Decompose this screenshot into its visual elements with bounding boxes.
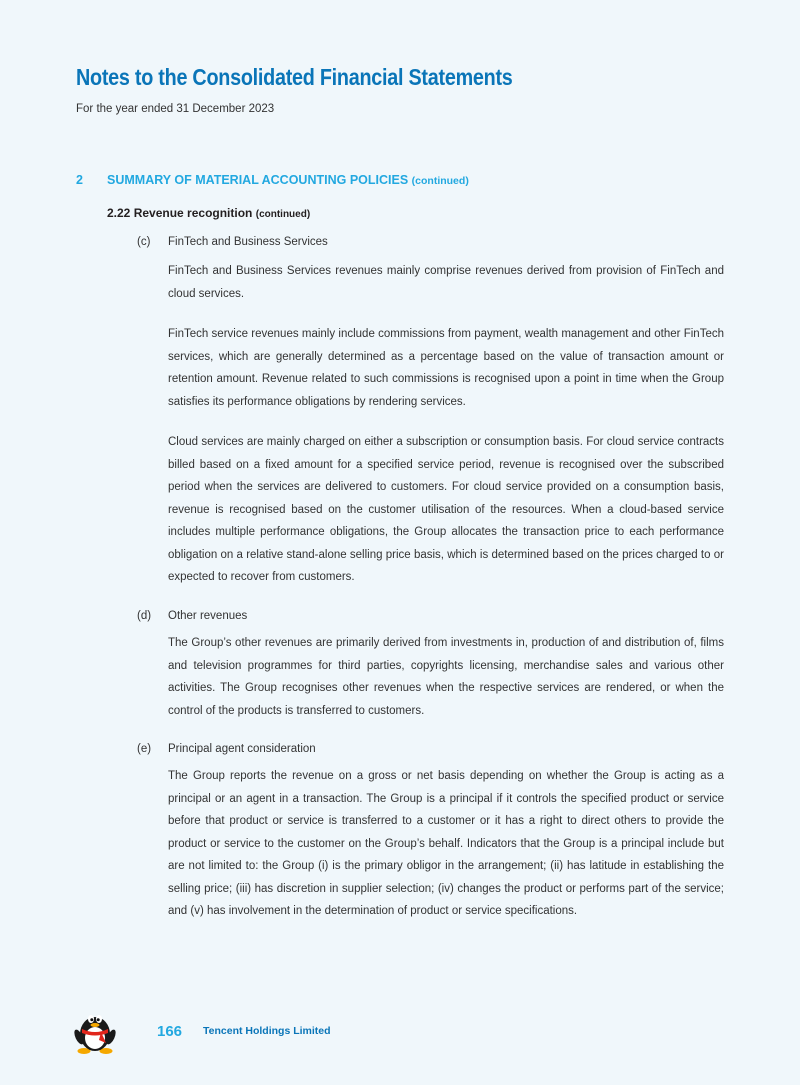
item-title-other-revenues: Other revenues <box>168 610 248 622</box>
item-label-e: (e) <box>137 743 152 755</box>
paragraph-fintech-service: FinTech service revenues mainly include commissions from payment, wealth management and other FinTech services, which are generally determined as a percentage based on the value of transaction amount or retention amount. Revenue related to such commissions is recognised upon a point in time when the Group satisfies its performance obligations by rendering services. <box>168 328 724 408</box>
qq-penguin-icon <box>74 1006 116 1061</box>
item-label-d: (d) <box>137 610 152 622</box>
subsection-heading <box>107 206 310 220</box>
page-subtitle: For the year ended 31 December 2023 <box>76 103 275 115</box>
paragraph-principal-agent: The Group reports the revenue on a gross or net basis depending on whether the Group is acting as a principal or an agent in a transaction. The Group is a principal if it controls the specified product or service before that product or service is transferred to a customer or it has a right to direct others to provide the product or service to the customer on the Group’s behalf. Indicators that the Group is a principal include but are not limited to: the Group (i) is the primary obligor in the arrangement; (ii) has latitude in establishing the selling price; (iii) has discretion in supplier selection; (iv) changes the product or performs part of the service; and (v) has involvement in the determination of product or service specifications. <box>168 770 724 917</box>
section-title: SUMMARY OF MATERIAL ACCOUNTING POLICIES <box>107 173 409 187</box>
page-title: Notes to the Consolidated Financial Statements <box>76 64 513 90</box>
company-name: Tencent Holdings Limited <box>203 1025 331 1037</box>
item-title-fintech: FinTech and Business Services <box>168 236 328 248</box>
section-continued: (continued) <box>411 175 469 187</box>
paragraph-cloud-services: Cloud services are mainly charged on either a subscription or consumption basis. For cloud service contracts billed based on a fixed amount for a specified service period, revenue is recognised over the subscribed period when the services are delivered to customers. For cloud service provided on a consumption basis, revenue is recognised based on the customer utilisation of the resources. When a cloud-based service includes multiple performance obligations, the Group allocates the transaction price to each performance obligation on a relative stand-alone selling price basis, which is determined based on the prices charged to or expected to recover from customers. <box>168 436 724 583</box>
item-label-c: (c) <box>137 236 151 248</box>
page-number: 166 <box>157 1023 183 1040</box>
subsection-title: 2.22 Revenue recognition <box>107 206 253 220</box>
subsection-continued: (continued) <box>255 209 311 220</box>
section-number: 2 <box>76 173 83 187</box>
item-title-principal-agent: Principal agent consideration <box>168 743 316 755</box>
section-heading <box>76 173 469 187</box>
paragraph-fintech-intro: FinTech and Business Services revenues mainly comprise revenues derived from provision of FinTech and cloud services. <box>168 265 724 300</box>
paragraph-other-revenues: The Group’s other revenues are primarily derived from investments in, production of and distribution of, films and television programmes for third parties, copyrights licensing, merchandise sales and various other activities. The Group recognises other revenues when the respective services are rendered, or when the control of the products is transferred to customers. <box>168 637 724 717</box>
